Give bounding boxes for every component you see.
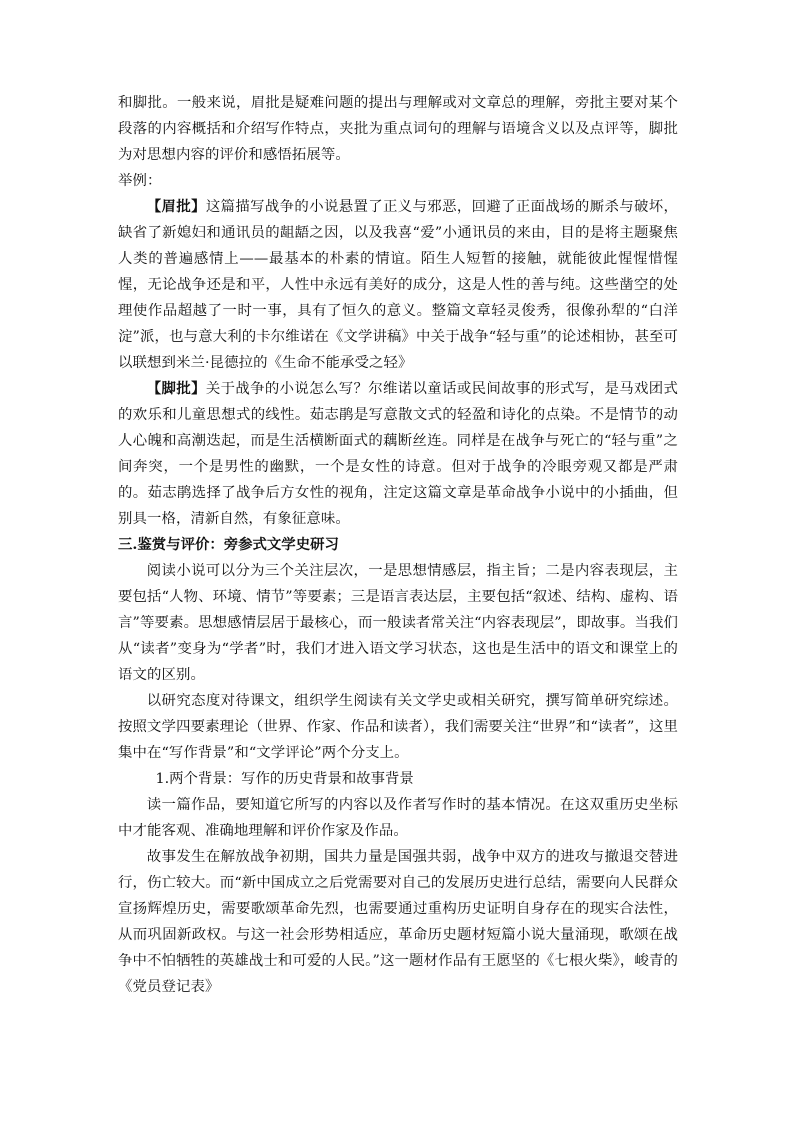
paragraph-reading-work: 读一篇作品，要知道它所写的内容以及作者写作时的基本情况。在这双重历史坐标中才能客观、准确地理解和评价作家及作品。: [118, 797, 678, 839]
foot-annotation-text: 关于战争的小说怎么写？尔维诺以童话或民间故事的形式写，是马戏团式的欢乐和儿童思想式的线性。茹志鹃是写意散文式的轻盈和诗化的点染。不是情节的动人心魄和高潮迭起，而是生活横断面式的藕断丝连。同样是在战争与死亡的“轻与重”之间奔突，一个是男性的幽默，一个是女性的诗意。但对于战争的冷眼旁观又都是严肃的。茹志鹃选择了战争后方女性的视角，注定这篇文章是革命战争小说中的小插曲，但别具一格，清新自然，有象征意味。: [118, 381, 679, 527]
paragraph-annotation-types: 和脚批。一般来说，眉批是疑难问题的提出与理解或对文章总的理解，旁批主要对某个段落的内容概括和介绍写作特点，夹批为重点词句的理解与语境含义以及点评等，脚批为对思想内容的评价和感悟拓展等。: [118, 95, 678, 163]
head-annotation-text: 这篇描写战争的小说悬置了正义与邪恶，回避了正面战场的厮杀与破坏，缺省了新媳妇和通讯员的龃龉之因，以及我喜“爱”小通讯员的来由，目的是将主题聚焦人类的普遍感情上——最基本的朴素的情谊。陌生人短暂的接触，就能彼此惺惺惜惺惺，无论战争还是和平，人性中永远有美好的成分，这是人性的善与纯。这些凿空的处理使作品超越了一时一事，具有了恒久的意义。整篇文章轻灵俊秀，很像孙犁的“白洋淀”派，也与意大利的卡尔维诺在《文学讲稿》中关于战争“轻与重”的论述相协，甚至可以联想到米兰·昆德拉的《生命不能承受之轻》: [118, 199, 679, 371]
head-annotation-label: 【眉批】: [146, 198, 206, 215]
foot-annotation-label: 【脚批】: [146, 380, 206, 397]
paragraph-reading-levels: 阅读小说可以分为三个关注层次，一是思想情感层，指主旨；二是内容表现层，主要包括“人物、环境、情节”等要素；三是语言表达层，主要包括“叙述、结构、虚构、语言”等要素。思想感情层居于最核心，而一般读者常关注“内容表现层”，即故事。当我们从“读者”变身为“学者”时，我们才进入语文学习状态，这也是生活中的语文和课堂上的语文的区别。: [118, 563, 678, 683]
document-page: [118, 90, 678, 1000]
paragraph-story-background: 故事发生在解放战争初期，国共力量是国强共弱，战争中双方的进攻与撤退交替进行，伤亡较大。而“新中国成立之后党需要对自己的发展历史进行总结，需要向人民群众宣扬辉煌历史，需要歌颂革命先烈，也需要通过重构历史证明自身存在的现实合法性，从而巩固新政权。与这一社会形势相适应，革命历史题材短篇小说大量涌现，歌颂在战争中不怕牺牲的英雄战士和可爱的人民。”这一题材作品有王愿坚的《七根火柴》，峻青的《党员登记表》: [118, 849, 678, 995]
paragraph-head-annotation: [118, 194, 678, 376]
paragraph-foot-annotation: [118, 376, 678, 532]
paragraph-example-intro: 举例：: [118, 173, 162, 189]
subsection-1-heading: 1.两个背景：写作的历史背景和故事背景: [155, 771, 414, 787]
section-3-heading: 三.鉴赏与评价：旁参式文学史研习: [118, 536, 339, 553]
paragraph-research-attitude: 以研究态度对待课文，组织学生阅读有关文学史或相关研究，撰写简单研究综述。按照文学四要素理论（世界、作家、作品和读者），我们需要关注“世界”和“读者”，这里集中在“写作背景”和“文学评论”两个分支上。: [118, 693, 678, 761]
